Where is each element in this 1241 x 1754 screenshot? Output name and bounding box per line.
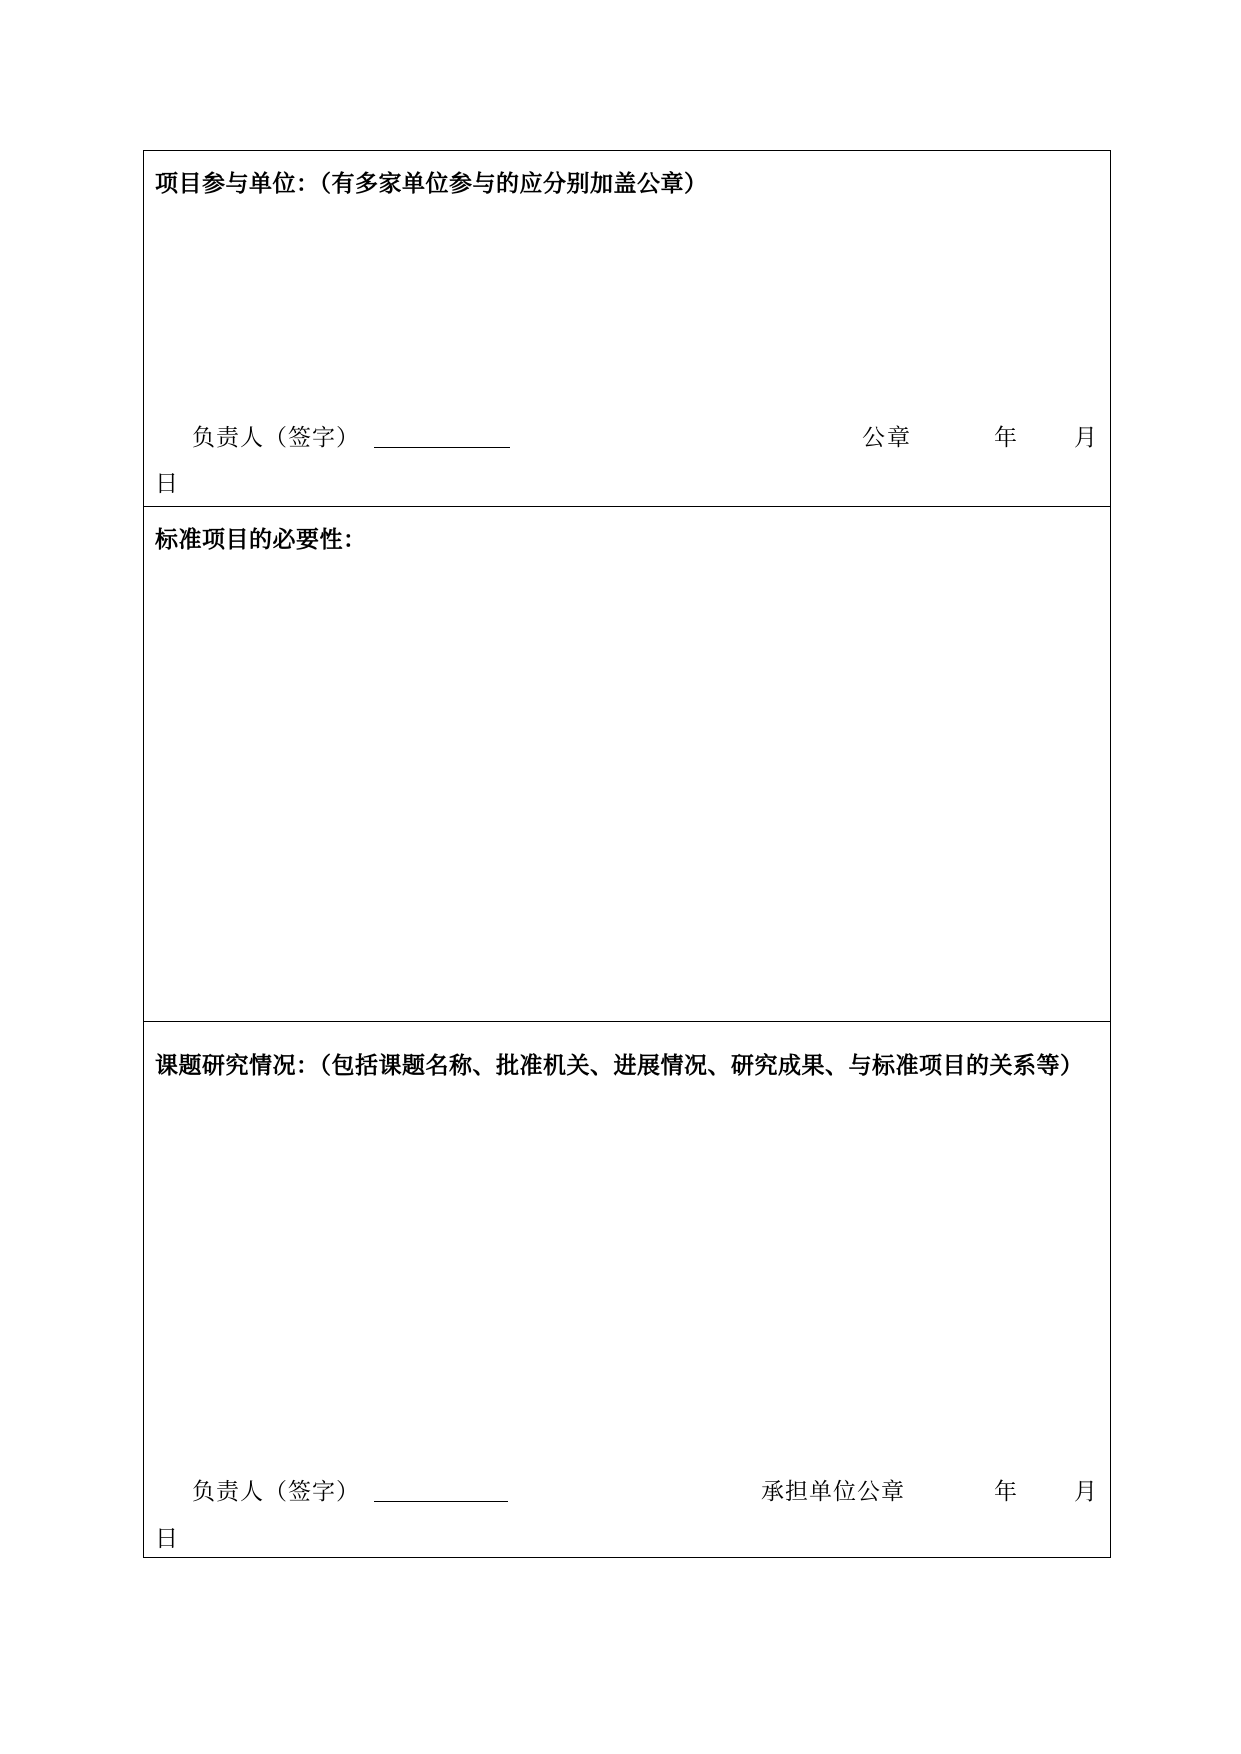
research-year-label: 年: [994, 1479, 1017, 1505]
research-signature-row: [144, 1477, 1110, 1507]
research-day-label: 日: [155, 1526, 178, 1552]
participants-seal-label: 公章: [862, 425, 912, 451]
participants-signature-line[interactable]: [374, 447, 510, 448]
participants-heading: 项目参与单位：（有多家单位参与的应分别加盖公章）: [155, 170, 708, 197]
research-month-label: 月: [1074, 1479, 1097, 1505]
necessity-heading: 标准项目的必要性：: [155, 526, 367, 553]
participants-signature-label: 负责人（签字）: [192, 425, 360, 451]
necessity-section: [144, 507, 1110, 1022]
research-seal-label: 承担单位公章: [761, 1479, 905, 1505]
participants-year-label: 年: [994, 425, 1017, 451]
research-heading: 课题研究情况：（包括课题名称、批准机关、进展情况、研究成果、与标准项目的关系等）: [155, 1052, 1084, 1079]
participants-signature-row: [144, 423, 1110, 453]
participants-month-label: 月: [1074, 425, 1097, 451]
participants-section: [144, 151, 1110, 507]
research-section: [144, 1022, 1110, 1557]
research-signature-line[interactable]: [374, 1501, 508, 1502]
form-table: [143, 150, 1111, 1558]
participants-day-label: 日: [155, 471, 178, 497]
research-signature-label: 负责人（签字）: [192, 1479, 360, 1505]
